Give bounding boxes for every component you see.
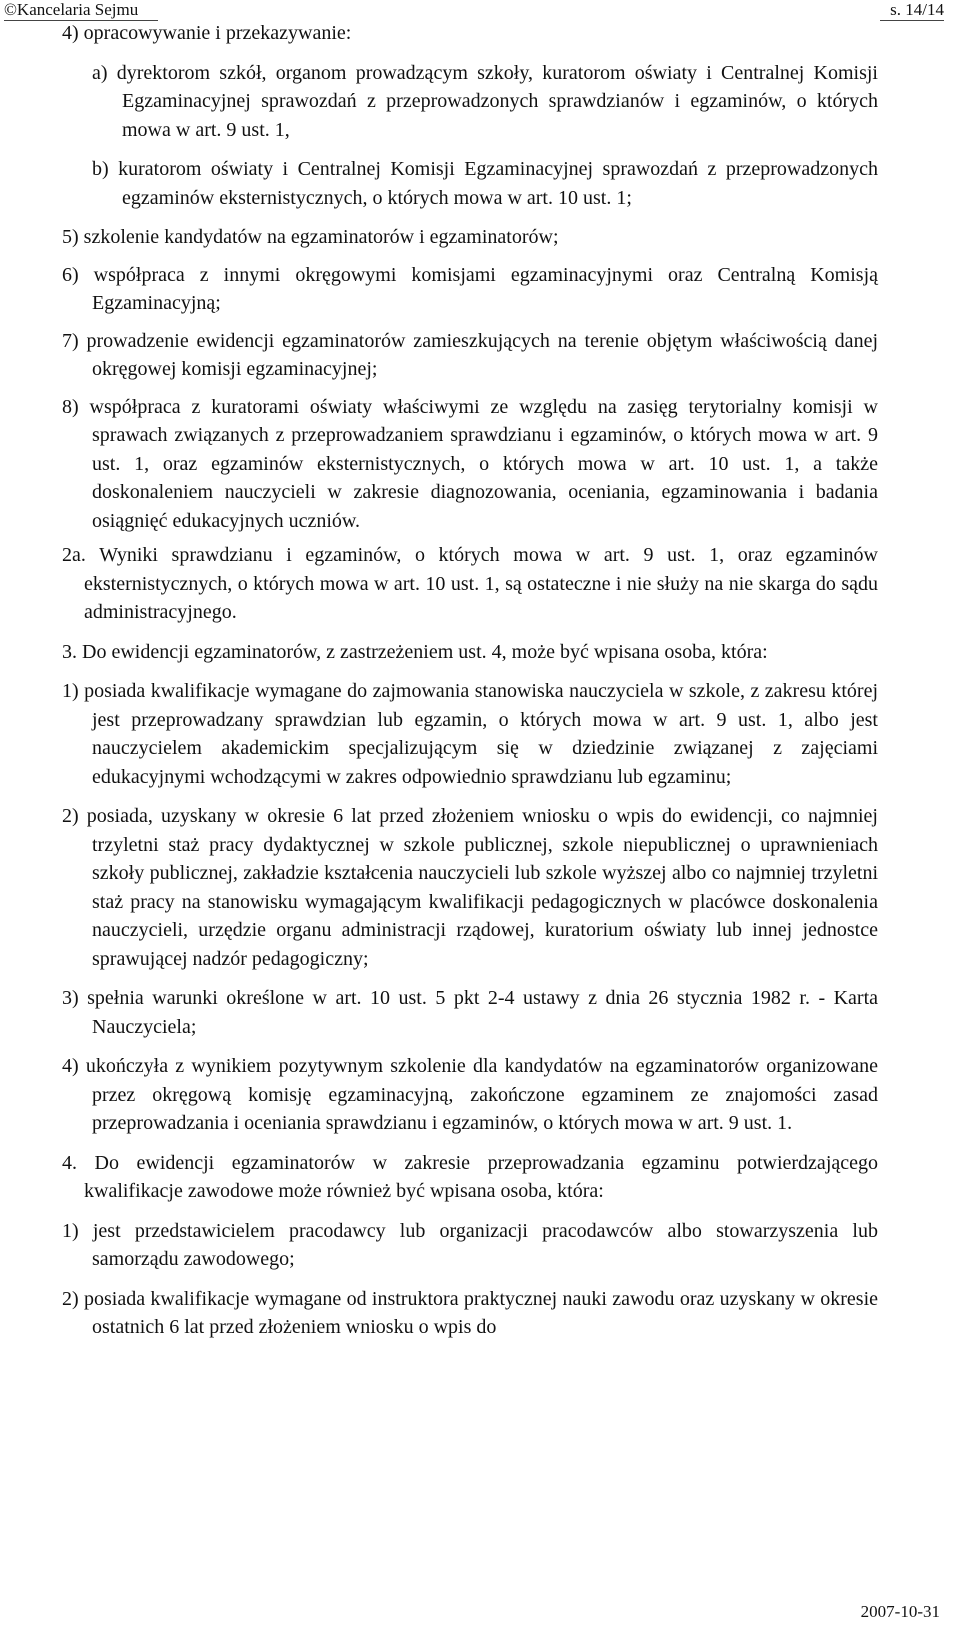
paragraph-4: 4. Do ewidencji egzaminatorów w zakresie przeprowadzania egzaminu potwierdzającego kwalifikacje zawodowe może również być wpisana osoba, która:	[62, 1151, 878, 1202]
point-4: 4) opracowywanie i przekazywanie:	[62, 22, 352, 44]
paragraph-3-point-4: 4) ukończyła z wynikiem pozytywnym szkolenie dla kandydatów na egzaminatorów organizowane przez okręgową komisję egzaminacyjną, zakończone egzaminem ze znajomości zasad przeprowadzania i oceniania sprawdzianu i egzaminów, o których mowa w art. 9 ust. 1.	[62, 1055, 878, 1134]
paragraph-3-point-2: 2) posiada, uzyskany w okresie 6 lat przed złożeniem wniosku o wpis do ewidencji, co najmniej trzyletni staż pracy dydaktycznej w szkole publicznej, szkole niepublicznej o uprawnieniach szkoły publicznej, zakładzie kształcenia nauczycieli lub szkole wyższej albo co najmniej trzyletni staż pracy na stanowisku wymagającym kwalifikacji pedagogicznych w placówce doskonalenia nauczycieli, urzędzie organu administracji rządowej, kuratorium oświaty lub innej jednostce sprawującej nadzór pedagogiczny;	[62, 805, 878, 970]
point-5: 5) szkolenie kandydatów na egzaminatorów i egzaminatorów;	[62, 226, 559, 248]
header-publisher: ©Kancelaria Sejmu	[4, 0, 158, 21]
point-6: 6) współpraca z innymi okręgowymi komisjami egzaminacyjnymi oraz Centralną Komisją Egzaminacyjną;	[62, 263, 878, 314]
point-4b: b) kuratorom oświaty i Centralnej Komisji Egzaminacyjnej sprawozdań z przeprowadzonych egzaminów eksternistycznych, o których mowa w art. 10 ust. 1;	[92, 158, 878, 209]
point-4a: a) dyrektorom szkół, organom prowadzącym szkoły, kuratorom oświaty i Centralnej Komisji Egzaminacyjnej sprawozdań z przeprowadzonych sprawdzianów i egzaminów, o których mowa w art. 9 ust. 1,	[92, 61, 878, 141]
document-body	[62, 19, 878, 1342]
footer-date: 2007-10-31	[860, 1602, 940, 1621]
paragraph-4-point-2: 2) posiada kwalifikacje wymagane od instruktora praktycznej nauki zawodu oraz uzyskany w okresie ostatnich 6 lat przed złożeniem wniosku o wpis do	[62, 1287, 878, 1338]
paragraph-3-point-1: 1) posiada kwalifikacje wymagane do zajmowania stanowiska nauczyciela w szkole, z zakresu której jest przeprowadzany sprawdzian lub egzamin, o których mowa w art. 9 ust. 1, albo jest nauczycielem akademickim specjalizującym się w dziedzinie związanej z zajęciami edukacyjnymi wchodzącymi w zakres odpowiednio sprawdzianu lub egzaminu;	[62, 680, 878, 788]
paragraph-3: 3. Do ewidencji egzaminatorów, z zastrzeżeniem ust. 4, może być wpisana osoba, która:	[62, 640, 768, 663]
point-7: 7) prowadzenie ewidencji egzaminatorów zamieszkujących na terenie objętym właściwością danej okręgowej komisji egzaminacyjnej;	[62, 329, 878, 380]
paragraph-4-point-1: 1) jest przedstawicielem pracodawcy lub organizacji pracodawców albo stowarzyszenia lub samorządu zawodowego;	[62, 1219, 878, 1270]
point-8: 8) współpraca z kuratorami oświaty właściwymi ze względu na zasięg terytorialny komisji w sprawach związanych z przeprowadzaniem sprawdzianu i egzaminów, o których mowa w art. 9 ust. 1, oraz egzaminów eksternistycznych, o których mowa w art. 10 ust. 1, a także doskonaleniem nauczycieli w zakresie diagnozowania, oceniania, egzaminowania i badania osiągnięć edukacyjnych uczniów.	[62, 395, 878, 532]
paragraph-3-point-3: 3) spełnia warunki określone w art. 10 ust. 5 pkt 2-4 ustawy z dnia 26 stycznia 1982 r. - Karta Nauczyciela;	[62, 987, 878, 1038]
header-page-number: s. 14/14	[880, 0, 944, 21]
paragraph-2a: 2a. Wyniki sprawdzianu i egzaminów, o których mowa w art. 9 ust. 1, oraz egzaminów eksternistycznych, o których mowa w art. 10 ust. 1, są ostateczne i nie służy na nie skarga do sądu administracyjnego.	[62, 544, 878, 623]
